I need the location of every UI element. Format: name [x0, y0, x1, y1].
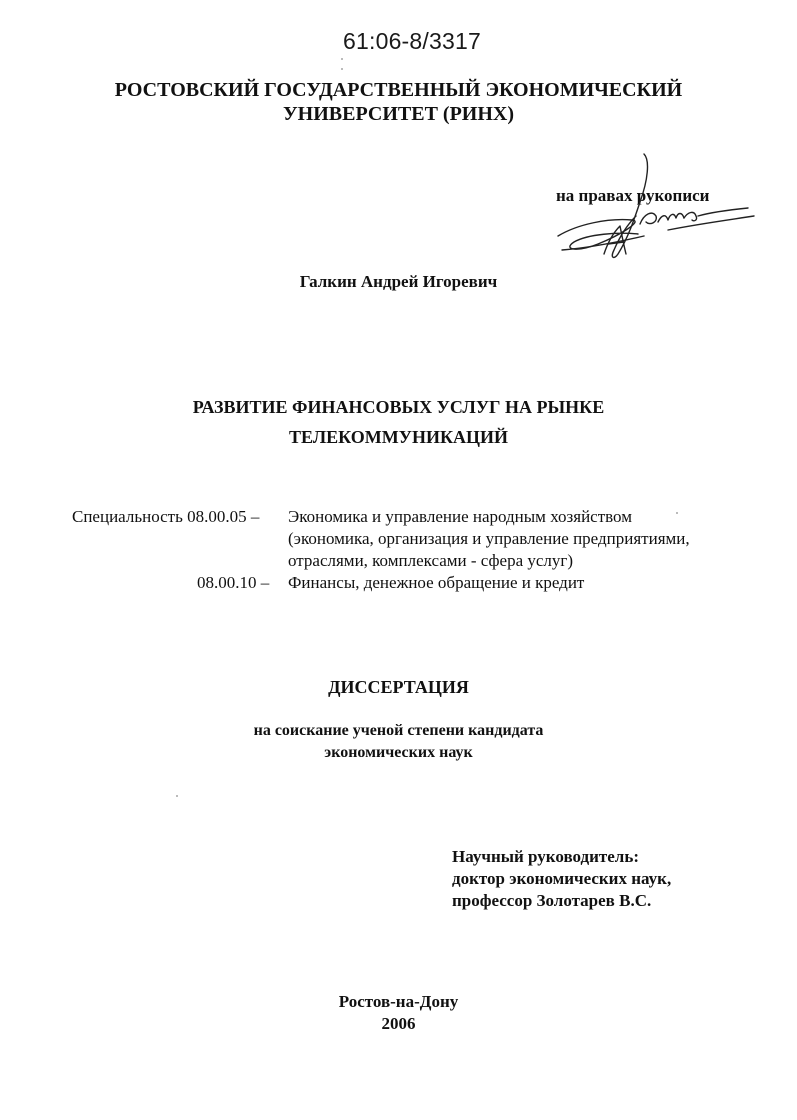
- advisor-name: профессор Золотарев В.С.: [452, 891, 652, 910]
- manuscript-rights-note: на правах рукописи: [556, 186, 710, 205]
- specialty-label: [72, 506, 259, 528]
- archive-stamp-code: 61:06-8/3317: [343, 28, 481, 54]
- university-name-line2: УНИВЕРСИТЕТ (РИНХ): [282, 103, 515, 125]
- specialty-2-line1: Финансы, денежное обращение и кредит: [288, 573, 585, 592]
- specialty-label-text: Специальность: [72, 507, 183, 526]
- title-line1: РАЗВИТИЕ ФИНАНСОВЫХ УСЛУГ НА РЫНКЕ: [192, 397, 605, 417]
- document-type: ДИССЕРТАЦИЯ: [328, 677, 469, 697]
- author-signature: [548, 150, 758, 270]
- year: 2006: [381, 1014, 416, 1033]
- specialty-description-1: [288, 506, 690, 572]
- advisor-degree: доктор экономических наук,: [452, 869, 672, 888]
- degree-line1: на соискание ученой степени кандидата: [253, 722, 544, 739]
- specialty-1-line3: отраслями, комплексами - сфера услуг): [288, 551, 574, 570]
- scan-speck: [341, 58, 343, 60]
- advisor-label: Научный руководитель:: [452, 847, 639, 866]
- degree-line2: экономических наук: [324, 744, 473, 761]
- specialty-code-2: 08.00.10 –: [197, 573, 270, 592]
- author-name: Галкин Андрей Игоревич: [299, 272, 498, 291]
- degree-statement: [0, 720, 797, 764]
- university-header: [0, 78, 797, 126]
- scan-speck: [176, 795, 178, 797]
- specialty-1-line1: Экономика и управление народным хозяйством: [288, 507, 632, 526]
- scan-speck: [341, 68, 343, 70]
- specialty-code-1: 08.00.05 –: [187, 507, 260, 526]
- city-name: Ростов-на-Дону: [338, 992, 459, 1011]
- scan-speck: [676, 512, 678, 514]
- university-name-line1: РОСТОВСКИЙ ГОСУДАРСТВЕННЫЙ ЭКОНОМИЧЕСКИЙ: [114, 79, 683, 101]
- place-and-year: [0, 991, 797, 1035]
- signature-text: Галкин: [548, 150, 552, 151]
- scientific-advisor: [452, 846, 671, 912]
- dissertation-title: [0, 392, 797, 452]
- specialty-1-line2: (экономика, организация и управление предприятиями,: [288, 529, 690, 548]
- title-line2: ТЕЛЕКОММУНИКАЦИЙ: [288, 427, 509, 447]
